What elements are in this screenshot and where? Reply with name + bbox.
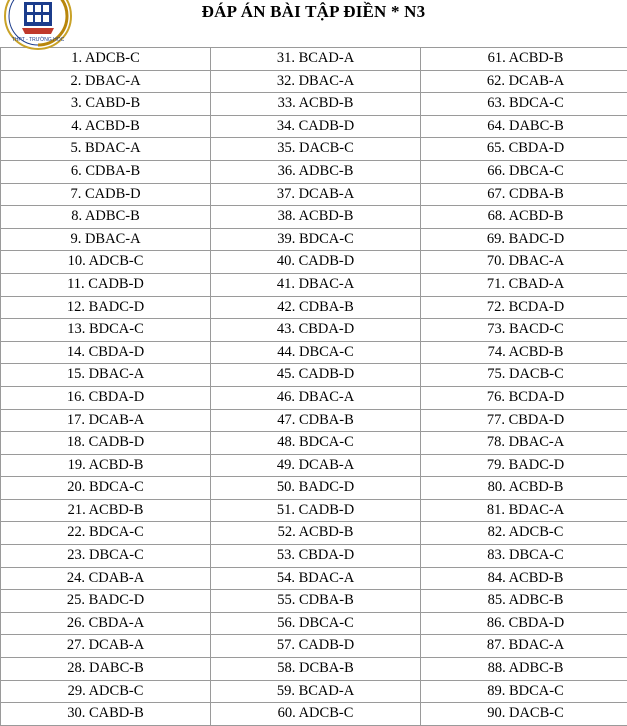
answer-cell: 78. DBAC-A xyxy=(421,432,627,455)
answer-cell: 38. ACBD-B xyxy=(211,206,421,229)
answer-cell: 55. CDBA-B xyxy=(211,590,421,613)
answer-cell: 61. ACBD-B xyxy=(421,48,627,71)
table-row xyxy=(1,319,627,342)
answer-cell: 72. BCDA-D xyxy=(421,296,627,319)
answer-cell: 79. BADC-D xyxy=(421,454,627,477)
answer-cell: 71. CBAD-A xyxy=(421,273,627,296)
svg-text:THPT - TRƯỜNG HỌC: THPT - TRƯỜNG HỌC xyxy=(12,36,65,43)
answer-cell: 85. ADBC-B xyxy=(421,590,627,613)
answer-cell: 49. DCAB-A xyxy=(211,454,421,477)
table-row xyxy=(1,115,627,138)
table-row xyxy=(1,70,627,93)
answer-cell: 73. BACD-C xyxy=(421,319,627,342)
answer-cell: 54. BDAC-A xyxy=(211,567,421,590)
table-row xyxy=(1,658,627,681)
answer-cell: 42. CDBA-B xyxy=(211,296,421,319)
answer-cell: 86. CBDA-D xyxy=(421,612,627,635)
table-row xyxy=(1,228,627,251)
table-row xyxy=(1,183,627,206)
answer-cell: 16. CBDA-D xyxy=(1,386,211,409)
answer-cell: 35. DACB-C xyxy=(211,138,421,161)
table-row xyxy=(1,567,627,590)
answer-cell: 31. BCAD-A xyxy=(211,48,421,71)
answer-cell: 3. CABD-B xyxy=(1,93,211,116)
answer-cell: 11. CADB-D xyxy=(1,273,211,296)
answer-cell: 87. BDAC-A xyxy=(421,635,627,658)
answer-cell: 36. ADBC-B xyxy=(211,160,421,183)
table-row xyxy=(1,612,627,635)
answer-cell: 53. CBDA-D xyxy=(211,545,421,568)
answer-cell: 43. CBDA-D xyxy=(211,319,421,342)
answer-cell: 1. ADCB-C xyxy=(1,48,211,71)
answer-cell: 32. DBAC-A xyxy=(211,70,421,93)
answer-cell: 62. DCAB-A xyxy=(421,70,627,93)
answer-cell: 26. CBDA-A xyxy=(1,612,211,635)
table-row xyxy=(1,409,627,432)
answer-cell: 8. ADBC-B xyxy=(1,206,211,229)
table-row xyxy=(1,138,627,161)
answer-cell: 14. CBDA-D xyxy=(1,341,211,364)
table-row xyxy=(1,341,627,364)
table-row xyxy=(1,590,627,613)
answer-cell: 15. DBAC-A xyxy=(1,364,211,387)
document-header xyxy=(0,0,627,46)
answer-cell: 52. ACBD-B xyxy=(211,522,421,545)
table-row xyxy=(1,386,627,409)
answer-cell: 13. BDCA-C xyxy=(1,319,211,342)
answer-cell: 83. DBCA-C xyxy=(421,545,627,568)
answer-cell: 12. BADC-D xyxy=(1,296,211,319)
answer-cell: 27. DCAB-A xyxy=(1,635,211,658)
answer-cell: 65. CBDA-D xyxy=(421,138,627,161)
answer-cell: 29. ADCB-C xyxy=(1,680,211,703)
page-title: ĐÁP ÁN BÀI TẬP ĐIỀN * N3 xyxy=(0,2,627,22)
answer-cell: 47. CDBA-B xyxy=(211,409,421,432)
answer-cell: 63. BDCA-C xyxy=(421,93,627,116)
table-row xyxy=(1,703,627,726)
answer-cell: 58. DCBA-B xyxy=(211,658,421,681)
table-row xyxy=(1,160,627,183)
answer-cell: 82. ADCB-C xyxy=(421,522,627,545)
answer-cell: 60. ADCB-C xyxy=(211,703,421,726)
answer-cell: 20. BDCA-C xyxy=(1,477,211,500)
answer-cell: 2. DBAC-A xyxy=(1,70,211,93)
answer-cell: 64. DABC-B xyxy=(421,115,627,138)
answer-cell: 10. ADCB-C xyxy=(1,251,211,274)
answer-cell: 6. CDBA-B xyxy=(1,160,211,183)
answer-cell: 57. CADB-D xyxy=(211,635,421,658)
answer-cell: 18. CADB-D xyxy=(1,432,211,455)
answer-cell: 37. DCAB-A xyxy=(211,183,421,206)
answer-cell: 48. BDCA-C xyxy=(211,432,421,455)
answer-cell: 80. ACBD-B xyxy=(421,477,627,500)
answer-cell: 33. ACBD-B xyxy=(211,93,421,116)
answer-cell: 77. CBDA-D xyxy=(421,409,627,432)
answer-cell: 34. CADB-D xyxy=(211,115,421,138)
answer-cell: 90. DACB-C xyxy=(421,703,627,726)
answer-cell: 21. ACBD-B xyxy=(1,499,211,522)
table-row xyxy=(1,273,627,296)
table-row xyxy=(1,432,627,455)
answer-cell: 50. BADC-D xyxy=(211,477,421,500)
table-row xyxy=(1,635,627,658)
answer-cell: 39. BDCA-C xyxy=(211,228,421,251)
table-row xyxy=(1,454,627,477)
answer-cell: 23. DBCA-C xyxy=(1,545,211,568)
answer-cell: 56. DBCA-C xyxy=(211,612,421,635)
answer-cell: 68. ACBD-B xyxy=(421,206,627,229)
answer-cell: 19. ACBD-B xyxy=(1,454,211,477)
table-row xyxy=(1,499,627,522)
answer-cell: 89. BDCA-C xyxy=(421,680,627,703)
table-row xyxy=(1,93,627,116)
table-row xyxy=(1,296,627,319)
table-row xyxy=(1,48,627,71)
answer-cell: 51. CADB-D xyxy=(211,499,421,522)
answer-key-table xyxy=(0,47,627,726)
table-row xyxy=(1,251,627,274)
answer-cell: 66. DBCA-C xyxy=(421,160,627,183)
answer-cell: 59. BCAD-A xyxy=(211,680,421,703)
answer-cell: 81. BDAC-A xyxy=(421,499,627,522)
table-row xyxy=(1,545,627,568)
answer-cell: 44. DBCA-C xyxy=(211,341,421,364)
table-row xyxy=(1,522,627,545)
answer-cell: 5. BDAC-A xyxy=(1,138,211,161)
answer-cell: 9. DBAC-A xyxy=(1,228,211,251)
table-row xyxy=(1,206,627,229)
answer-cell: 70. DBAC-A xyxy=(421,251,627,274)
answer-cell: 40. CADB-D xyxy=(211,251,421,274)
answer-cell: 75. DACB-C xyxy=(421,364,627,387)
answer-cell: 25. BADC-D xyxy=(1,590,211,613)
answer-cell: 45. CADB-D xyxy=(211,364,421,387)
answer-cell: 41. DBAC-A xyxy=(211,273,421,296)
answer-cell: 30. CABD-B xyxy=(1,703,211,726)
answer-cell: 4. ACBD-B xyxy=(1,115,211,138)
answer-cell: 84. ACBD-B xyxy=(421,567,627,590)
answer-cell: 74. ACBD-B xyxy=(421,341,627,364)
answer-key-body xyxy=(1,48,627,726)
table-row xyxy=(1,364,627,387)
table-row xyxy=(1,477,627,500)
answer-cell: 76. BCDA-D xyxy=(421,386,627,409)
answer-cell: 17. DCAB-A xyxy=(1,409,211,432)
answer-cell: 69. BADC-D xyxy=(421,228,627,251)
answer-cell: 46. DBAC-A xyxy=(211,386,421,409)
answer-cell: 22. BDCA-C xyxy=(1,522,211,545)
answer-cell: 67. CDBA-B xyxy=(421,183,627,206)
answer-cell: 88. ADBC-B xyxy=(421,658,627,681)
answer-cell: 24. CDAB-A xyxy=(1,567,211,590)
table-row xyxy=(1,680,627,703)
answer-cell: 7. CADB-D xyxy=(1,183,211,206)
answer-cell: 28. DABC-B xyxy=(1,658,211,681)
